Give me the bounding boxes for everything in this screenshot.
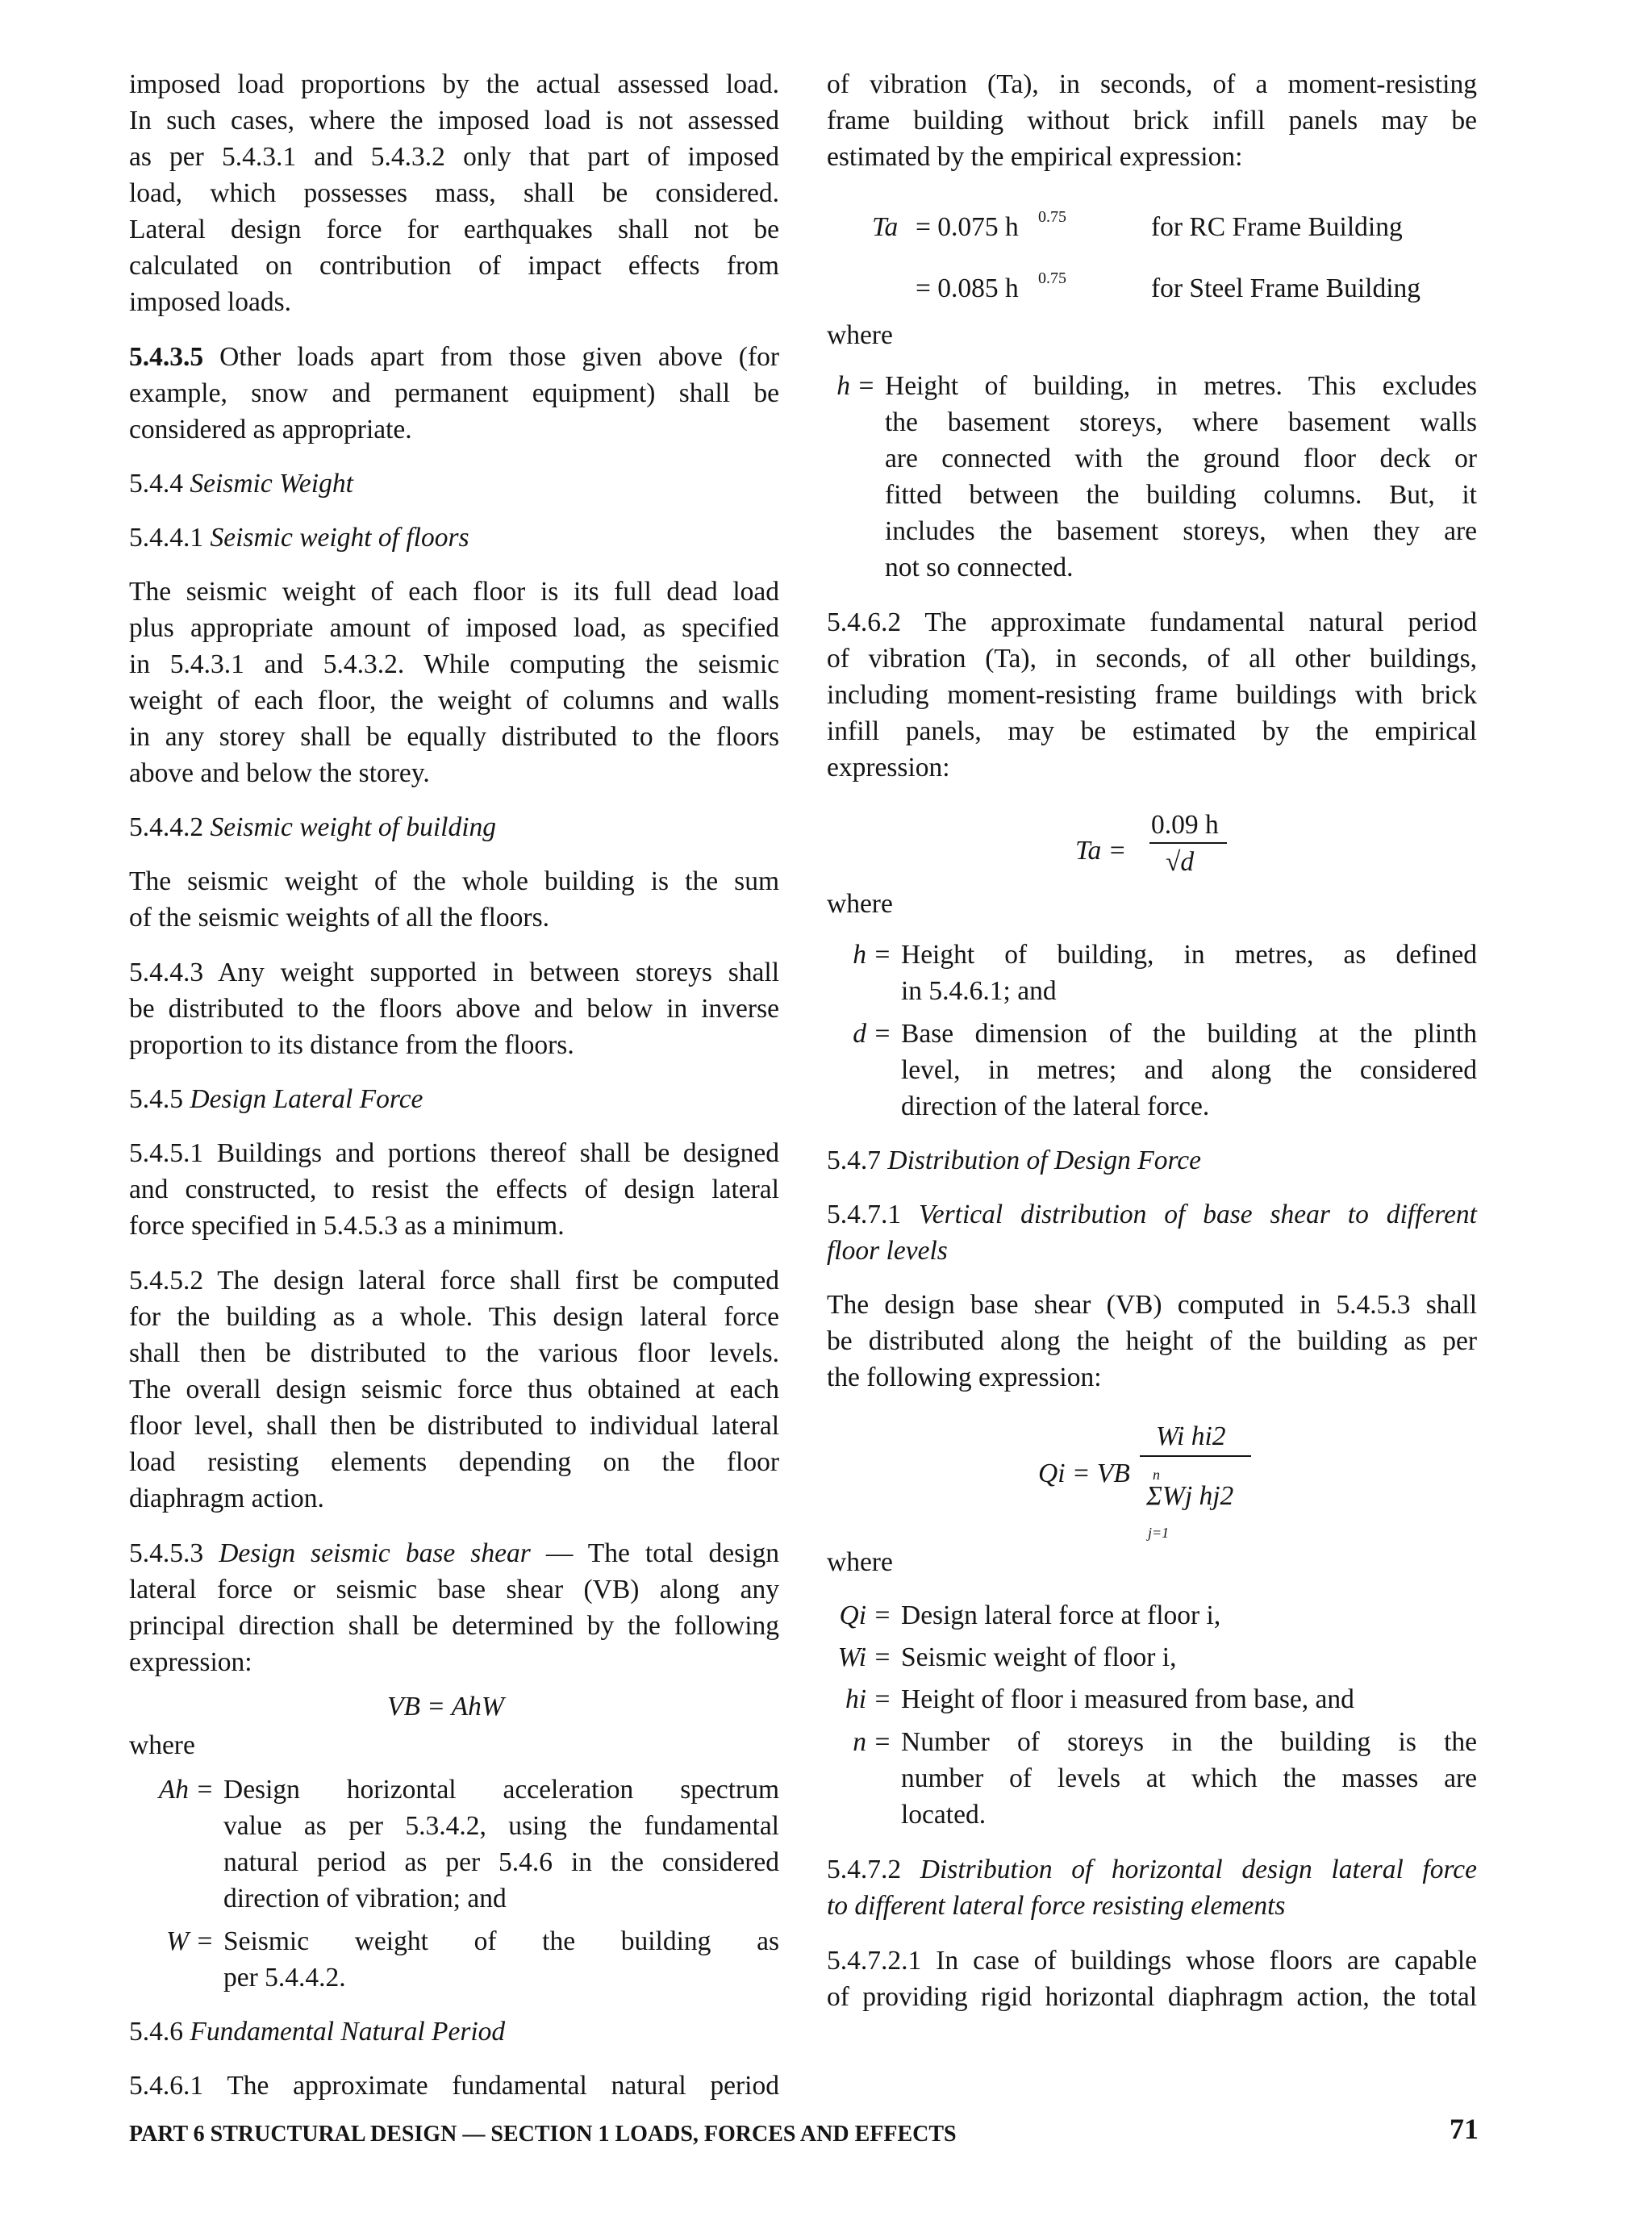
- text-line: of vibration (Ta), in seconds, of all other buildings,: [827, 644, 1477, 674]
- clause-title: Design Lateral Force: [190, 1084, 423, 1114]
- text-line: The overall design seismic force thus obtained at each: [129, 1375, 779, 1404]
- definitions-period: [827, 937, 1477, 1125]
- text-line: located.: [901, 1800, 987, 1830]
- definitions-floor-force: [827, 1595, 1477, 1833]
- definition-d: [827, 1016, 1477, 1125]
- equation-numerator: Wi hi2: [1156, 1421, 1226, 1451]
- clause-title: Seismic Weight: [190, 469, 353, 499]
- equation-text: VB = AhW: [387, 1692, 504, 1721]
- equation-numerator: 0.09 h: [1151, 810, 1219, 840]
- text-line: The total design: [587, 1538, 779, 1568]
- text-line: force specified in 5.4.5.3 as a minimum.: [129, 1211, 565, 1241]
- text-line: fitted between the building columns. But, it: [885, 480, 1477, 510]
- text-line: number of levels at which the masses are: [901, 1763, 1477, 1793]
- where-label: where: [827, 320, 893, 350]
- summation-lower-limit: j=1: [1148, 1525, 1170, 1541]
- equation-rc-frame: [827, 191, 1477, 262]
- text-line: including moment-resisting frame buildings with brick: [827, 680, 1477, 710]
- clause-title: Seismic weight of floors: [210, 523, 469, 553]
- text-line: in any storey shall be equally distributed to the floors: [129, 722, 779, 752]
- clause-5-4-6-1: [129, 2068, 779, 2104]
- clause-number: 5.4.6.1: [129, 2071, 204, 2101]
- text-line: Base dimension of the building at the plinth: [901, 1019, 1477, 1049]
- clause-title: Fundamental Natural Period: [190, 2017, 506, 2047]
- text-line: expression:: [129, 1647, 252, 1677]
- text-line: example, snow and permanent equipment) shall be: [129, 378, 779, 408]
- heading-5-4-4-2: [129, 809, 779, 845]
- definition-symbol: Qi =: [839, 1600, 891, 1630]
- text-line: be distributed along the height of the building as per: [827, 1326, 1477, 1356]
- clause-number: 5.4.5.3: [129, 1538, 204, 1568]
- definition-ah: [129, 1772, 779, 1917]
- definition-symbol: hi =: [845, 1684, 891, 1714]
- text-line: Any weight supported in between storeys shall: [218, 958, 780, 987]
- text-line: imposed load proportions by the actual assessed load.: [129, 69, 779, 99]
- text-line: The design lateral force shall first be computed: [217, 1266, 780, 1296]
- clause-title: Vertical distribution of base shear to different: [919, 1200, 1477, 1229]
- text-line: load resisting elements depending on the floor: [129, 1447, 779, 1477]
- clause-5-4-4-3: [129, 954, 779, 1063]
- equation-description: for RC Frame Building: [1151, 212, 1403, 242]
- text-line: Lateral design force for earthquakes shall not be: [129, 215, 779, 244]
- clause-number: 5.4.3.5: [129, 342, 204, 372]
- clause-number: 5.4.5.1: [129, 1138, 204, 1168]
- text-line: floor level, shall then be distributed to individual lateral: [129, 1411, 779, 1441]
- clause-number: 5.4.4.3: [129, 958, 204, 987]
- em-dash: —: [530, 1538, 588, 1568]
- text-line: Design lateral force at floor i,: [901, 1600, 1221, 1630]
- definition-hi: [827, 1679, 1477, 1721]
- equation-base-shear: [129, 1687, 779, 1727]
- clause-5-4-5-2: [129, 1262, 779, 1517]
- text-line: diaphragm action.: [129, 1484, 324, 1513]
- clause-title: Seismic weight of building: [210, 812, 497, 842]
- text-line: level, in metres; and along the considered: [901, 1055, 1477, 1085]
- definition-symbol: Ah =: [158, 1775, 214, 1805]
- text-line: load, which possesses mass, shall be considered.: [129, 178, 779, 208]
- text-line: frame building without brick infill panels may be: [827, 106, 1477, 136]
- clause-5-4-6-2: [827, 604, 1477, 786]
- equation-lhs: Ta: [872, 212, 899, 242]
- text-line: The approximate fundamental natural period: [924, 607, 1477, 637]
- definition-wi: [827, 1637, 1477, 1679]
- text-line: the basement storeys, where basement walls: [885, 407, 1477, 437]
- equation-exponent: 0.75: [1038, 269, 1066, 287]
- equation-rhs: = 0.075 h: [916, 212, 1019, 242]
- clause-5-4-7-2-1: [827, 1943, 1477, 2015]
- heading-5-4-7: [827, 1142, 1477, 1179]
- clause-number: 5.4.4.2: [129, 812, 204, 842]
- paragraph-seismic-weight-floors: [129, 574, 779, 791]
- clause-title: Distribution of horizontal design lateral force: [920, 1855, 1477, 1884]
- text-line: Seismic weight of the building as: [223, 1926, 779, 1956]
- text-line: shall then be distributed to the various floor levels.: [129, 1338, 779, 1368]
- text-line: proportion to its distance from the floors.: [129, 1030, 574, 1060]
- footer-title: PART 6 STRUCTURAL DESIGN — SECTION 1 LOADS, FORCES AND EFFECTS: [129, 2122, 957, 2147]
- text-line: considered as appropriate.: [129, 415, 412, 444]
- clause-5-4-3-5: [129, 339, 779, 448]
- text-line: Number of storeys in the building is the: [901, 1727, 1477, 1757]
- text-line: In case of buildings whose floors are capable: [936, 1946, 1477, 1976]
- where-label: where: [827, 1547, 893, 1577]
- definition-w: [129, 1923, 779, 1996]
- clause-number: 5.4.7.2.1: [827, 1946, 922, 1976]
- summation-upper-limit: n: [1153, 1467, 1160, 1483]
- text-line: of the seismic weights of all the floors.: [129, 903, 550, 933]
- equation-lhs: Qi = VB: [1038, 1459, 1130, 1488]
- text-line: plus appropriate amount of imposed load, as specified: [129, 613, 779, 643]
- paragraph-imposed-load: [129, 66, 779, 320]
- heading-5-4-6: [129, 2014, 779, 2050]
- text-line: natural period as per 5.4.6 in the considered: [223, 1847, 779, 1877]
- where-label: where: [129, 1730, 195, 1760]
- paragraph-base-shear-distribution: [827, 1287, 1477, 1396]
- text-line: The design base shear (VB) computed in 5.4.5.3 shall: [827, 1290, 1477, 1320]
- clause-number: 5.4.7.1: [827, 1200, 902, 1229]
- text-line: Other loads apart from those given above (for: [219, 342, 779, 372]
- text-line: Height of building, in metres, as defined: [901, 940, 1477, 970]
- text-line: includes the basement storeys, when they are: [885, 516, 1477, 546]
- clause-number: 5.4.6: [129, 2017, 183, 2047]
- equation-period-brick-infill: [827, 795, 1477, 886]
- definition-n: [827, 1724, 1477, 1833]
- definition-symbol: n =: [853, 1727, 891, 1757]
- text-line: infill panels, may be estimated by the empirical: [827, 716, 1477, 746]
- text-line: not so connected.: [885, 553, 1074, 582]
- equation-exponent: 0.75: [1038, 208, 1066, 226]
- heading-5-4-5: [129, 1081, 779, 1117]
- text-line: in 5.4.3.1 and 5.4.3.2. While computing the seismic: [129, 649, 779, 679]
- clause-title: Design seismic base shear: [219, 1538, 531, 1568]
- definition-h: [827, 937, 1477, 1009]
- equation-rhs: = 0.085 h: [916, 273, 1019, 303]
- clause-number: 5.4.4: [129, 469, 183, 499]
- definitions-base-shear: [129, 1772, 779, 1996]
- definition-symbol: d =: [853, 1019, 891, 1049]
- text-line: imposed loads.: [129, 287, 291, 317]
- clause-title: Distribution of Design Force: [887, 1146, 1202, 1175]
- text-line: estimated by the empirical expression:: [827, 142, 1243, 172]
- definition-symbol: W =: [166, 1926, 214, 1956]
- text-line: of providing rigid horizontal diaphragm action, the total: [827, 1982, 1477, 2012]
- text-line: of vibration (Ta), in seconds, of a moment-resisting: [827, 69, 1477, 99]
- equation-lhs: Ta =: [1075, 836, 1127, 866]
- text-line: Buildings and portions thereof shall be designed: [216, 1138, 779, 1168]
- text-line: be distributed to the floors above and below in inverse: [129, 994, 779, 1024]
- text-line: above and below the storey.: [129, 758, 430, 788]
- equation-denominator: √d: [1166, 847, 1195, 877]
- right-column: [827, 66, 1477, 2015]
- clause-5-4-5-1: [129, 1135, 779, 1244]
- heading-5-4-7-2: [827, 1851, 1477, 1924]
- where-label: where: [827, 889, 893, 919]
- clause-title: to different lateral force resisting elements: [827, 1891, 1286, 1921]
- text-line: in 5.4.6.1; and: [901, 976, 1057, 1006]
- definition-h: [827, 368, 1477, 586]
- text-line: direction of the lateral force.: [901, 1091, 1210, 1121]
- text-line: The approximate fundamental natural period: [227, 2071, 779, 2101]
- text-line: direction of vibration; and: [223, 1884, 507, 1913]
- text-line: weight of each floor, the weight of columns and walls: [129, 686, 779, 716]
- text-line: In such cases, where the imposed load is not assessed: [129, 106, 779, 136]
- text-line: the following expression:: [827, 1363, 1102, 1392]
- text-line: The seismic weight of the whole building is the sum: [129, 866, 779, 896]
- clause-number: 5.4.5.2: [129, 1266, 204, 1296]
- clause-number: 5.4.6.2: [827, 607, 902, 637]
- heading-5-4-4-1: [129, 520, 779, 556]
- text-line: Height of floor i measured from base, and: [901, 1684, 1354, 1714]
- clause-title: floor levels: [827, 1236, 948, 1266]
- text-line: and constructed, to resist the effects of design lateral: [129, 1175, 779, 1204]
- text-line: for the building as a whole. This design lateral force: [129, 1302, 779, 1332]
- text-line: Seismic weight of floor i,: [901, 1642, 1177, 1672]
- text-line: Height of building, in metres. This excludes: [885, 371, 1477, 401]
- definitions-height: [827, 368, 1477, 586]
- definition-symbol: h =: [836, 371, 875, 401]
- definition-qi: [827, 1595, 1477, 1637]
- clause-number: 5.4.5: [129, 1084, 183, 1114]
- clause-number: 5.4.7: [827, 1146, 881, 1175]
- text-line: lateral force or seismic base shear (VB) along any: [129, 1575, 779, 1605]
- heading-5-4-7-1: [827, 1196, 1477, 1269]
- equation-floor-force: [827, 1415, 1477, 1544]
- text-line: value as per 5.3.4.2, using the fundamental: [223, 1811, 779, 1841]
- definition-symbol: Wi =: [837, 1642, 891, 1672]
- text-line: principal direction shall be determined by the following: [129, 1611, 779, 1641]
- left-column: [129, 66, 779, 2104]
- equation-steel-frame: [827, 262, 1477, 317]
- clause-number: 5.4.7.2: [827, 1855, 902, 1884]
- text-line: expression:: [827, 753, 950, 782]
- heading-5-4-4: [129, 465, 779, 502]
- paragraph-vibration-period: [827, 66, 1477, 175]
- equation-description: for Steel Frame Building: [1151, 273, 1421, 303]
- clause-5-4-5-3: [129, 1535, 779, 1680]
- page-number: 71: [1450, 2113, 1479, 2145]
- text-line: are connected with the ground floor deck or: [885, 444, 1477, 474]
- equation-denominator: ΣWj hj2: [1146, 1481, 1234, 1511]
- text-line: The seismic weight of each floor is its full dead load: [129, 577, 779, 607]
- text-line: per 5.4.4.2.: [223, 1963, 346, 1993]
- paragraph-seismic-weight-building: [129, 863, 779, 936]
- text-line: calculated on contribution of impact effects from: [129, 251, 779, 281]
- text-line: Design horizontal acceleration spectrum: [223, 1775, 779, 1805]
- clause-number: 5.4.4.1: [129, 523, 204, 553]
- text-line: as per 5.4.3.1 and 5.4.3.2 only that part of imposed: [129, 142, 779, 172]
- definition-symbol: h =: [853, 940, 891, 970]
